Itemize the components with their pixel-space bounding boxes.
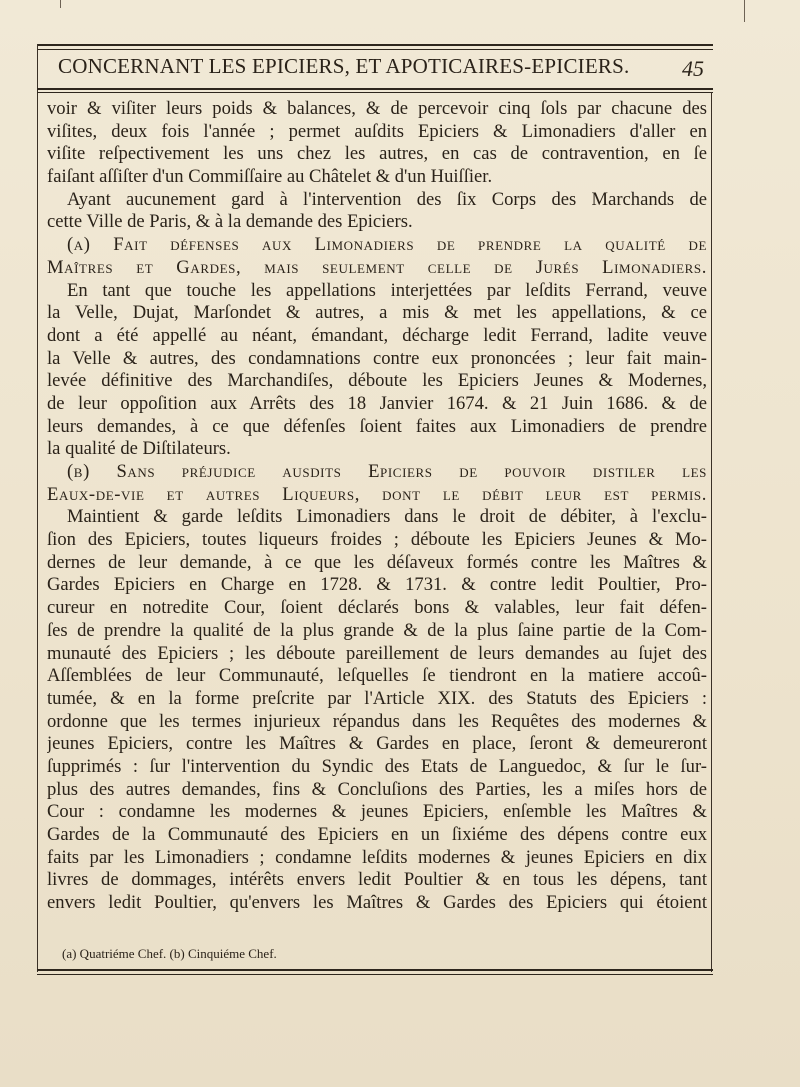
text-line: ſupprimés : ſur l'intervention du Syndic des Etats de Languedoc, & ſur le ſur- [47, 755, 707, 777]
text-line: munauté des Epiciers ; les déboute pareillement de leurs demandes au ſujet des [47, 642, 707, 664]
text-line: cette Ville de Paris, & à la demande des Epiciers. [47, 211, 413, 233]
section-heading-line: (a) Fait défenses aux Limonadiers de prendre la qualité de [67, 234, 707, 256]
text-line: Aſſemblées de leur Communauté, leſquelles ſe tiendront en la matiere accoû- [47, 665, 707, 687]
text-line: Ayant aucunement gard à l'intervention des ſix Corps des Marchands de [67, 188, 707, 210]
text-line: la Velle, Dujat, Marſondet & autres, a mis & met les appellations, & ce [47, 302, 707, 324]
text-line: viſite reſpectivement les uns chez les autres, en cas de contravention, en ſe [47, 143, 707, 165]
text-line: ordonne que les termes injurieux répandus dans les Requêtes des modernes & [47, 710, 707, 732]
page-number: 45 [682, 56, 704, 81]
text-line: leurs demandes, à ce que défenſes ſoient faites aux Limonadiers de prendre [47, 415, 707, 437]
text-line: levée définitive des Marchandiſes, déboute les Epiciers Jeunes & Modernes, [47, 370, 707, 392]
running-header: CONCERNANT LES EPICIERS, ET APOTICAIRES-EPICIERS. [58, 54, 630, 78]
text-line: voir & viſiter leurs poids & balances, & de percevoir cinq ſols par chacune des [47, 98, 707, 119]
page-edge-mark [60, 0, 61, 8]
text-line: faiſant aſſiſter d'un Commiſſaire au Châtelet & d'un Huiſſier. [47, 166, 493, 188]
right-rule [711, 92, 712, 972]
body-text [47, 98, 707, 915]
footnotes: (a) Quatriéme Chef. (b) Cinquiéme Chef. [62, 946, 277, 961]
text-line: dernes de leur demande, à ce que les déſaveux formés contre les Maîtres & [47, 551, 707, 573]
text-line: ſion des Epiciers, toutes liqueurs froides ; déboute les Epiciers Jeunes & Mo- [47, 529, 707, 551]
text-line: la Velle & autres, des condamnations contre eux prononcées ; leur fait main- [47, 347, 707, 369]
text-line: En tant que touche les appellations interjettées par leſdits Ferrand, veuve [67, 279, 707, 301]
bottom-rule [37, 969, 713, 971]
text-line: envers ledit Poultier, qu'envers les Maîtres & Gardes des Epiciers qui étoient [47, 892, 707, 914]
text-line: cureur en notredite Cour, ſoient déclarés bons & valables, leur fait défen- [47, 597, 707, 619]
page-edge-mark [744, 0, 745, 22]
text-line: Maintient & garde leſdits Limonadiers dans le droit de débiter, à l'exclu- [67, 506, 707, 528]
section-heading-line: Maîtres et Gardes, mais seulement celle de Jurés Limonadiers. [47, 256, 707, 278]
text-line: Gardes Epiciers en Charge en 1728. & 1731. & contre ledit Poultier, Pro- [47, 574, 707, 596]
text-line: dont a été appellé au néant, émandant, décharge ledit Ferrand, ladite veuve [47, 324, 707, 346]
section-heading-line: (b) Sans préjudice ausdits Epiciers de pouvoir distiler les [67, 461, 707, 482]
text-line: ſes de prendre la qualité de la plus grande & de la plus ſaine partie de la Com- [47, 619, 707, 641]
text-line: Gardes de la Communauté des Epiciers en un ſixiéme des dépens contre eux [47, 824, 707, 845]
text-line: la qualité de Diſtilateurs. [47, 438, 231, 460]
text-line: faits par les Limonadiers ; condamne leſdits modernes & jeunes Epiciers en dix [47, 846, 707, 868]
text-line: Cour : condamne les modernes & jeunes Epiciers, enſemble les Maîtres & [47, 801, 707, 823]
text-line: livres de dommages, intérêts envers ledit Poultier & en tous les dépens, tant [47, 869, 707, 891]
header-rule-thin [37, 92, 713, 93]
text-line: tumée, & en la forme preſcrite par l'Article XIX. des Statuts des Epiciers : [47, 687, 707, 709]
text-line: jeunes Epiciers, contre les Maîtres & Gardes en place, ſeront & demeureront [47, 733, 707, 755]
header-rule [37, 88, 713, 90]
section-heading-line: Eaux-de-vie et autres Liqueurs, dont le débit leur est permis. [47, 483, 707, 505]
bottom-rule-thin [37, 974, 713, 975]
text-line: viſites, deux fois l'année ; permet auſdits Epiciers & Limonadiers d'aller en [47, 120, 707, 142]
text-line: plus des autres demandes, fins & Concluſions des Parties, les a miſes hors de [47, 778, 707, 800]
text-line: de leur oppoſition aux Arrêts des 18 Janvier 1674. & 21 Juin 1686. & de [47, 392, 707, 414]
